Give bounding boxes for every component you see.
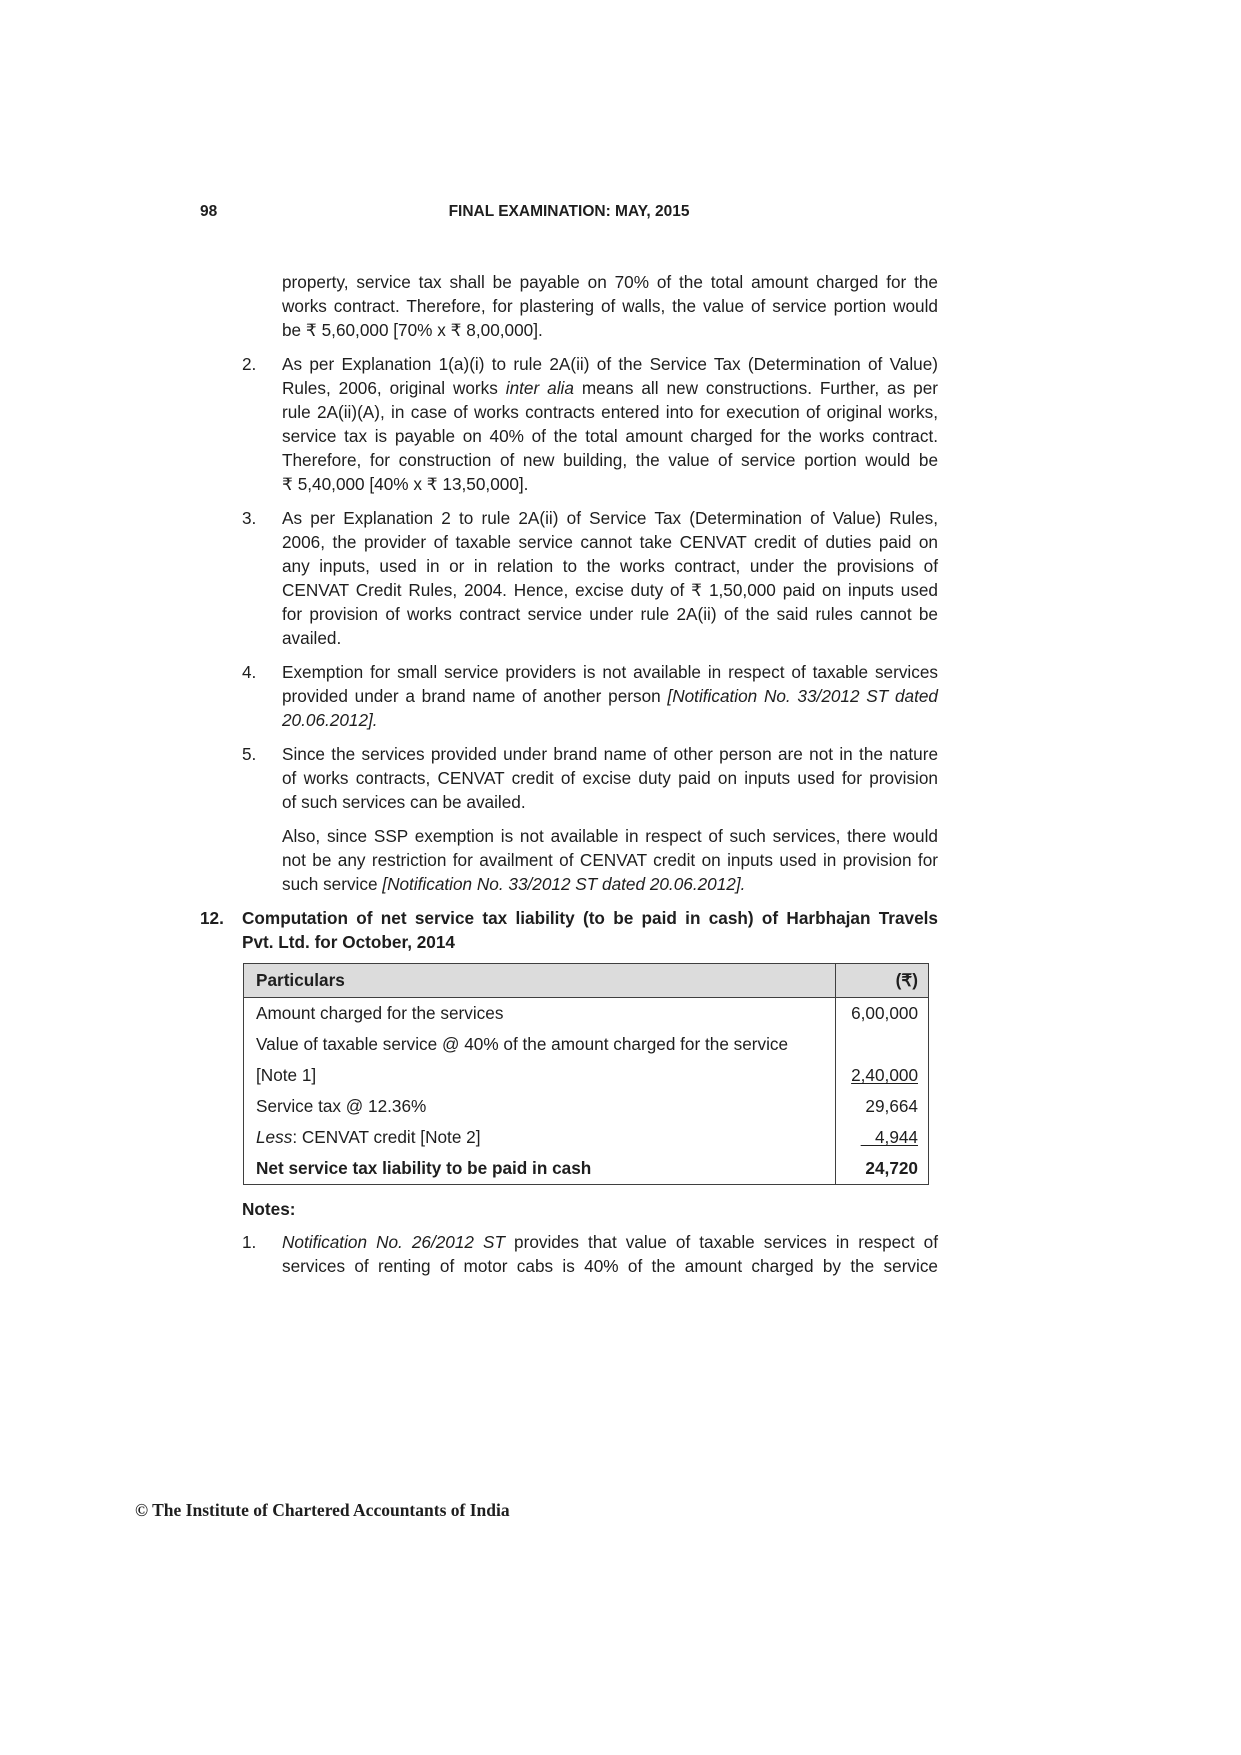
text-line: property, service tax shall be payable on 70% of the total amount charged for the xyxy=(282,272,938,292)
question-number: 12. xyxy=(200,908,224,928)
answer-point-5-continuation xyxy=(282,824,938,896)
text-line: any inputs, used in or in relation to the works contract, under the provisions of xyxy=(282,556,938,576)
row-amount: 29,664 xyxy=(835,1091,928,1122)
italic-text: Notification No. 26/2012 ST xyxy=(282,1232,505,1252)
italic-text: [Notification No. 33/2012 ST dated xyxy=(667,686,938,706)
row-amount: 24,720 xyxy=(835,1153,928,1184)
text-line: of such services can be availed. xyxy=(282,792,526,812)
row-label: Service tax @ 12.36% xyxy=(256,1096,427,1116)
text-segment: provides that value of taxable services in respect of xyxy=(505,1232,938,1252)
table-body xyxy=(244,998,928,1184)
underlined-amount: 4,944 xyxy=(874,1127,918,1147)
text-line: Therefore, for construction of new building, the value of service portion would be xyxy=(282,450,938,470)
row-label: Amount charged for the services xyxy=(256,1003,504,1023)
text-line: Also, since SSP exemption is not available in respect of such services, there would xyxy=(282,826,938,846)
row-label: Net service tax liability to be paid in cash xyxy=(256,1158,592,1178)
table-total-row xyxy=(244,1153,928,1184)
header-particulars: Particulars xyxy=(244,964,835,998)
text-line xyxy=(282,684,938,708)
note-number: 1. xyxy=(242,1232,257,1252)
answer-point-3 xyxy=(200,506,938,650)
note-1 xyxy=(200,1230,938,1278)
table-header-row xyxy=(244,964,928,998)
text-line: services of renting of motor cabs is 40% of the amount charged by the service xyxy=(282,1256,938,1276)
heading-line: Pvt. Ltd. for October, 2014 xyxy=(242,932,455,952)
text-line: of works contracts, CENVAT credit of excise duty paid on inputs used for provision xyxy=(282,768,938,788)
text-line: service tax is payable on 40% of the total amount charged for the works contract. xyxy=(282,426,938,446)
text-line: ₹ 5,40,000 [40% x ₹ 13,50,000]. xyxy=(282,474,529,494)
text-line: rule 2A(ii)(A), in case of works contracts entered into for execution of original works, xyxy=(282,402,938,422)
italic-text: inter alia xyxy=(505,378,574,398)
text-segment: provided under a brand name of another person xyxy=(282,686,668,706)
text-segment: Rules, 2006, original works xyxy=(282,378,506,398)
row-amount: 6,00,000 xyxy=(835,998,928,1029)
text-segment: means all new constructions. Further, as per xyxy=(573,378,938,398)
text-line xyxy=(282,872,938,896)
answer-point-2 xyxy=(200,352,938,496)
italic-text: Less xyxy=(256,1127,293,1147)
heading-line: Computation of net service tax liability (to be paid in cash) of Harbhajan Travels xyxy=(242,908,938,928)
point-number: 4. xyxy=(242,662,257,682)
text-line xyxy=(282,376,938,400)
paragraph-continuation xyxy=(282,270,938,342)
page-number: 98 xyxy=(200,203,218,220)
italic-text: [Notification No. 33/2012 ST dated 20.06.2012]. xyxy=(382,874,746,894)
text-line: Exemption for small service providers is not available in respect of taxable services xyxy=(282,662,938,682)
text-line: works contract. Therefore, for plastering of walls, the value of service portion would xyxy=(282,296,938,316)
page-body xyxy=(200,270,938,1288)
notes-heading: Notes: xyxy=(242,1199,296,1219)
text-line: availed. xyxy=(282,628,342,648)
row-amount xyxy=(835,1122,928,1153)
row-label-line: [Note 1] xyxy=(256,1065,317,1085)
computation-table xyxy=(243,963,929,1185)
answer-point-5 xyxy=(200,742,938,814)
answer-point-4 xyxy=(200,660,938,732)
table-row xyxy=(244,1029,928,1091)
point-number: 5. xyxy=(242,744,257,764)
table-row xyxy=(244,1091,928,1122)
table-head xyxy=(244,964,928,998)
text-line: As per Explanation 1(a)(i) to rule 2A(ii) of the Service Tax (Determination of Value) xyxy=(282,354,938,374)
text-line xyxy=(282,1230,938,1254)
row-amount xyxy=(835,1029,928,1091)
text-segment: : CENVAT credit [Note 2] xyxy=(292,1127,481,1147)
table-row xyxy=(244,1122,928,1153)
text-line: for provision of works contract service under rule 2A(ii) of the said rules cannot be xyxy=(282,604,938,624)
text-line: be ₹ 5,60,000 [70% x ₹ 8,00,000]. xyxy=(282,320,543,340)
text-line: 2006, the provider of taxable service cannot take CENVAT credit of duties paid on xyxy=(282,532,938,552)
row-label-line: Value of taxable service @ 40% of the amount charged for the service xyxy=(256,1034,789,1054)
row-label xyxy=(244,1122,835,1153)
point-number: 3. xyxy=(242,508,257,528)
point-number: 2. xyxy=(242,354,257,374)
text-line: not be any restriction for availment of CENVAT credit on inputs used in provision for xyxy=(282,850,938,870)
exam-title: FINAL EXAMINATION: MAY, 2015 xyxy=(448,203,690,220)
table-row xyxy=(244,998,928,1029)
text-line: Since the services provided under brand name of other person are not in the nature xyxy=(282,744,938,764)
underlined-amount: 2,40,000 xyxy=(851,1065,918,1085)
question-12-heading xyxy=(200,906,938,954)
text-line: CENVAT Credit Rules, 2004. Hence, excise duty of ₹ 1,50,000 paid on inputs used xyxy=(282,580,938,600)
text-segment: such service xyxy=(282,874,383,894)
text-line: As per Explanation 2 to rule 2A(ii) of Service Tax (Determination of Value) Rules, xyxy=(282,508,938,528)
row-label xyxy=(244,1029,835,1091)
header-amount: (₹) xyxy=(835,964,928,998)
text-line: 20.06.2012]. xyxy=(282,710,378,730)
copyright-footer: © The Institute of Chartered Accountants of India xyxy=(135,1500,510,1520)
